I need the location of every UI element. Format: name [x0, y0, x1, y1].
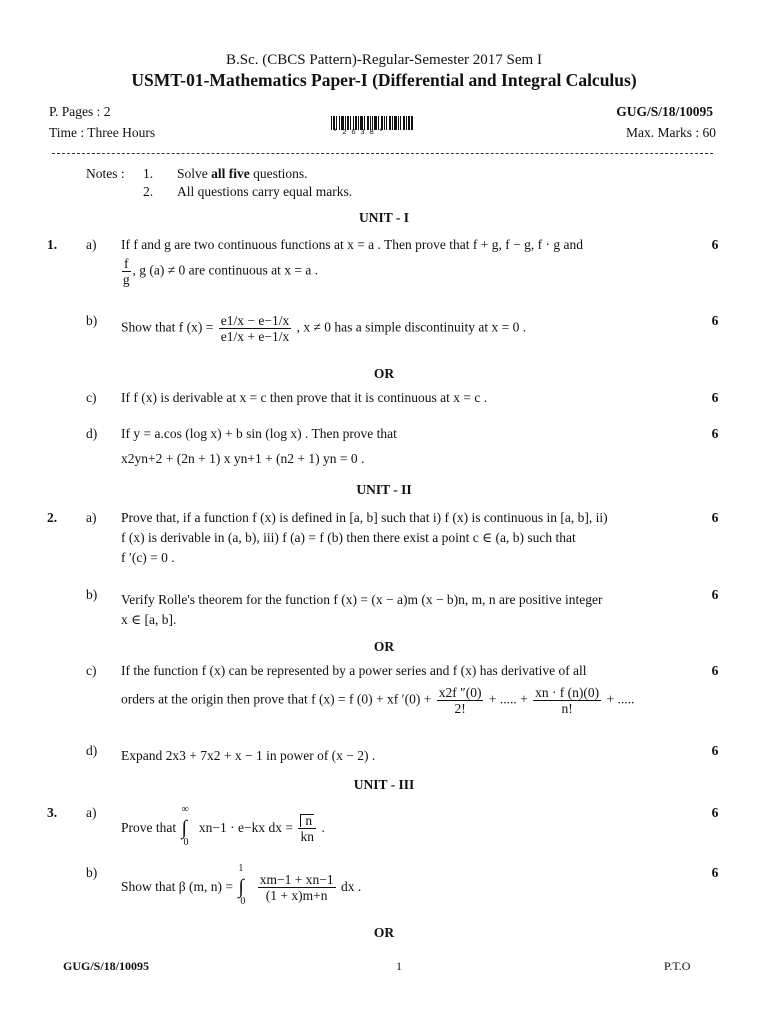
q3b-post: dx . — [340, 879, 362, 894]
notes-label: Notes : — [86, 166, 125, 181]
q2c-fraction-1-den: 2! — [454, 701, 466, 716]
q3a-label: a) — [86, 805, 97, 820]
q1b-pre: Show that f (x) = — [121, 319, 214, 335]
q2d-text: Expand 2x3 + 7x2 + x − 1 in power of (x − 2) . — [121, 748, 376, 763]
q3-number: 3. — [47, 805, 58, 820]
q1a-fraction-num: f — [124, 256, 129, 271]
or-divider-2: OR — [373, 639, 395, 654]
q2c-fraction-2-den: n! — [561, 701, 573, 716]
q3a-post: . — [321, 820, 325, 835]
note-1-number: 1. — [143, 166, 154, 181]
q2b-marks: 6 — [711, 587, 719, 602]
note-2: All questions carry equal marks. — [177, 184, 353, 199]
q1a-fraction-den: g — [122, 272, 130, 287]
page-turn-note: P.T.O — [664, 959, 691, 973]
q2c-fraction-2 — [533, 685, 601, 716]
integral-sign-icon — [180, 806, 194, 850]
paper-code: GUG/S/18/10095 — [616, 104, 713, 119]
q2b-line1: Verify Rolle's theorem for the function f (x) = (x − a)m (x − b)n, m, n are positive integer — [121, 592, 603, 607]
exam-title: USMT-01-Mathematics Paper-I (Differential and Integral Calculus) — [131, 70, 637, 90]
note-1-post: questions. — [249, 166, 308, 181]
q2c-line1: If the function f (x) can be represented by a power series and f (x) has derivative of all — [121, 663, 587, 678]
q2d-marks: 6 — [711, 743, 719, 758]
page-count: P. Pages : 2 — [49, 104, 111, 119]
q1a-fraction — [122, 256, 131, 287]
unit-2-heading: UNIT - II — [356, 482, 412, 497]
q1c-label: c) — [86, 390, 97, 405]
note-2-number: 2. — [143, 184, 154, 199]
q1d-equation: x2yn+2 + (2n + 1) x yn+1 + (n2 + 1) yn = 0 . — [121, 451, 365, 466]
q1b-post: , x ≠ 0 has a simple discontinuity at x = 0 . — [296, 319, 527, 335]
unit-3-heading: UNIT - III — [353, 777, 415, 792]
exam-header-line1: B.Sc. (CBCS Pattern)-Regular-Semester 2017 Sem I — [226, 52, 542, 68]
q1d-marks: 6 — [711, 426, 719, 441]
q3b-upper-limit: 1 — [238, 863, 244, 874]
q1b-label: b) — [86, 313, 98, 328]
q2a-marks: 6 — [711, 510, 719, 525]
q3b-label: b) — [86, 865, 98, 880]
q3a-fraction-den: kn — [300, 828, 314, 844]
q3a-integrand: xn−1 · e−kx dx = — [198, 820, 293, 835]
q1a-continuation — [120, 256, 318, 287]
q2b-line2: x ∈ [a, b]. — [121, 612, 177, 627]
page-number: 1 — [396, 959, 402, 973]
q1-number: 1. — [47, 237, 58, 252]
q3a-fraction-num-wrap — [298, 813, 316, 829]
q2c-line2-pre: orders at the origin then prove that f (x) = f (0) + xf ′(0) + — [121, 691, 432, 707]
q3a-lower-limit: 0 — [183, 837, 189, 848]
note-1 — [177, 166, 308, 182]
q1a-marks: 6 — [711, 237, 719, 252]
q2c-mid: + ..... + — [488, 691, 528, 707]
q2a-line3: f ′(c) = 0 . — [121, 550, 175, 565]
integral-glyph: ∫ — [238, 876, 244, 898]
q1b-fraction-num: e1/x − e−1/x — [220, 313, 290, 328]
integral-glyph: ∫ — [181, 817, 187, 839]
barcode-icon — [331, 116, 413, 130]
q2a-line2: f (x) is derivable in (a, b), iii) f (a) = f (b) then there exist a point c ∈ (a, b) such that — [121, 530, 576, 545]
q2c-line2 — [121, 685, 634, 716]
q3b-lower-limit: 0 — [240, 896, 246, 907]
q2d-label: d) — [86, 743, 98, 758]
q3b-expression — [121, 865, 361, 909]
unit-1-heading: UNIT - I — [358, 210, 409, 225]
q2c-label: c) — [86, 663, 97, 678]
q2c-fraction-1-num: x2f ″(0) — [438, 685, 482, 700]
q1a-text: If f and g are two continuous functions at x = a . Then prove that f + g, f − g, f · g and — [121, 237, 583, 252]
q1c-text: If f (x) is derivable at x = c then prove that it is continuous at x = c . — [121, 390, 488, 405]
q3b-marks: 6 — [711, 865, 719, 880]
q2c-marks: 6 — [711, 663, 719, 678]
footer-paper-code: GUG/S/18/10095 — [63, 959, 150, 973]
q3a-marks: 6 — [711, 805, 719, 820]
q1a-label: a) — [86, 237, 97, 252]
q2a-line1: Prove that, if a function f (x) is defined in [a, b] such that i) f (x) is continuous in [a, b], ii) — [121, 510, 608, 525]
q2b-label: b) — [86, 587, 98, 602]
q3a-expression — [121, 806, 325, 850]
note-1-emphasis: all five — [211, 166, 250, 181]
q2-number: 2. — [47, 510, 58, 525]
barcode-number: *2638* — [333, 129, 388, 137]
q2c-fraction-2-num: xn · f (n)(0) — [535, 685, 600, 700]
q1d-text: If y = a.cos (log x) + b sin (log x) . Then prove that — [121, 426, 397, 441]
q3b-fraction-den: (1 + x)m+n — [265, 887, 328, 903]
q2a-label: a) — [86, 510, 97, 525]
q3a-fraction — [298, 813, 316, 844]
or-divider-1: OR — [373, 366, 395, 381]
q3b-pre: Show that β (m, n) = — [121, 879, 233, 894]
q1b-fraction-den: e1/x + e−1/x — [220, 329, 290, 344]
q1b-marks: 6 — [711, 313, 719, 328]
header-divider — [52, 153, 713, 154]
q1b-fraction — [219, 313, 291, 344]
q1b-text — [121, 313, 526, 344]
q3a-upper-limit: ∞ — [181, 804, 189, 815]
q3a-fraction-num: n — [300, 814, 314, 827]
q1c-marks: 6 — [711, 390, 719, 405]
exam-time: Time : Three Hours — [49, 125, 156, 140]
q3b-fraction — [258, 872, 336, 903]
q2c-fraction-1 — [437, 685, 484, 716]
note-1-pre: Solve — [177, 166, 212, 181]
q1d-label: d) — [86, 426, 98, 441]
integral-sign-icon — [236, 865, 250, 909]
q2c-end: + ..... — [606, 691, 635, 707]
max-marks: Max. Marks : 60 — [626, 125, 716, 140]
q3b-fraction-num: xm−1 + xn−1 — [259, 871, 334, 887]
or-divider-3: OR — [373, 925, 395, 940]
q1a-text2: , g (a) ≠ 0 are continuous at x = a . — [132, 262, 319, 278]
q3a-pre: Prove that — [121, 820, 177, 835]
